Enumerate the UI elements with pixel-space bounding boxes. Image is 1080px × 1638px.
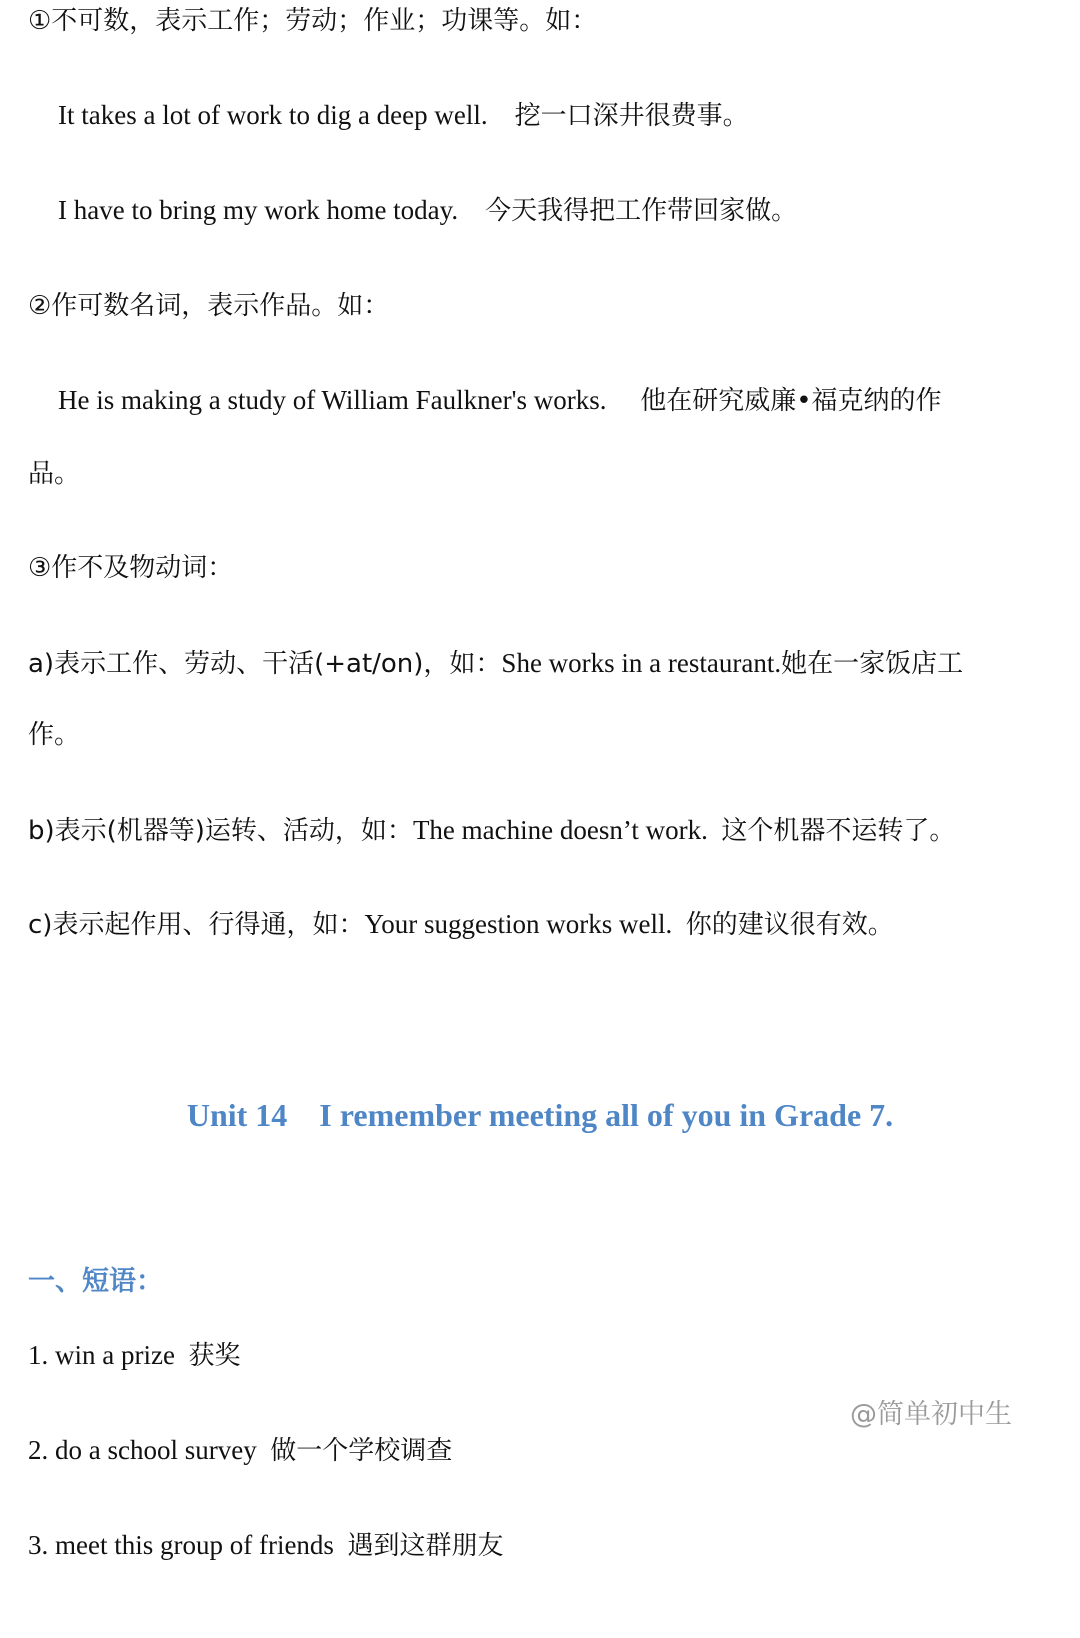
unit-title-text: I remember meeting all of you in Grade 7. (319, 1097, 894, 1133)
usage-3c (28, 906, 1066, 943)
example-english: I have to bring my work home today. (58, 195, 459, 225)
usage-3b (28, 812, 1066, 849)
example-chinese: 挖一口深井很费事。 (514, 101, 749, 131)
example-sentence-3 (58, 382, 1066, 419)
unit-title (0, 1095, 1080, 1135)
usage-description: a)表示工作、劳动、干活(+at/on)，如： (28, 649, 502, 679)
example-english: She works in a restaurant. (501, 648, 782, 678)
watermark: @简单初中生 (850, 1399, 1012, 1430)
usage-3-heading: ③作不及物动词： (28, 553, 234, 583)
example-sentence-2 (58, 192, 1066, 229)
section-heading-phrases: 一、短语： (28, 1266, 163, 1297)
usage-3a (28, 645, 1066, 682)
example-english: Your suggestion works well. (364, 909, 673, 939)
example-english: It takes a lot of work to dig a deep well. (58, 100, 488, 130)
example-sentence-1 (58, 97, 1066, 134)
usage-3a-continued: 作。 (28, 720, 81, 750)
example-chinese: 今天我得把工作带回家做。 (485, 196, 798, 226)
phrase-item (28, 1527, 1066, 1564)
phrase-chinese: 遇到这群朋友 (347, 1531, 504, 1561)
phrase-english: win a prize (55, 1340, 175, 1370)
phrase-english: meet this group of friends (55, 1530, 334, 1560)
phrase-item (28, 1432, 1066, 1469)
usage-1-heading: ①不可数，表示工作；劳动；作业；功课等。如： (28, 6, 598, 36)
example-sentence-3-continued: 品。 (28, 459, 81, 489)
phrase-chinese: 做一个学校调查 (270, 1436, 453, 1466)
phrase-english: do a school survey (55, 1435, 257, 1465)
example-chinese: 你的建议很有效。 (685, 910, 894, 940)
example-chinese: 这个机器不运转了。 (721, 816, 956, 846)
example-chinese: 她在一家饭店工 (781, 649, 964, 679)
example-chinese: 他在研究威廉•福克纳的作 (640, 386, 942, 416)
phrase-number: 1. (28, 1340, 49, 1370)
phrase-number: 2. (28, 1435, 49, 1465)
phrase-item (28, 1337, 1066, 1374)
usage-description: c)表示起作用、行得通，如： (28, 910, 365, 940)
phrase-chinese: 获奖 (188, 1341, 241, 1371)
usage-description: b)表示(机器等)运转、活动，如： (28, 816, 413, 846)
unit-number: Unit 14 (186, 1097, 288, 1133)
usage-2-heading: ②作可数名词，表示作品。如： (28, 291, 390, 321)
example-english: He is making a study of William Faulkner's works. (58, 385, 607, 415)
example-english: The machine doesn’t work. (412, 815, 708, 845)
phrase-number: 3. (28, 1530, 49, 1560)
